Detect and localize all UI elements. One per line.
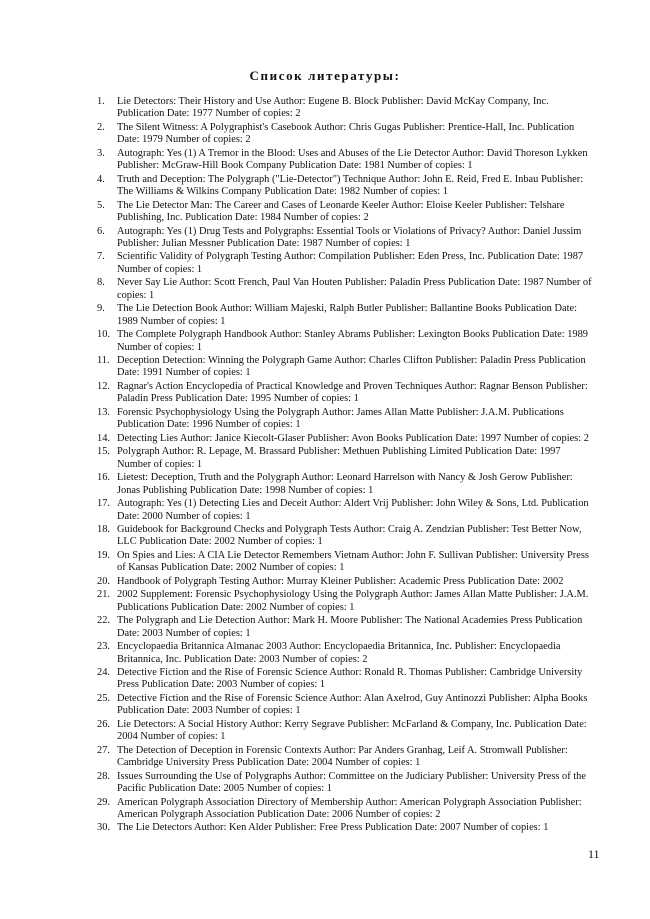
item-text: Lie Detectors: A Social History Author: Kerry Segrave Publisher: McFarland & Company, Inc. Publication Date: 2004 Number of copies: 1 [117,718,587,743]
item-text: The Lie Detectors Author: Ken Alder Publisher: Free Press Publication Date: 2007 Number of copies: 1 [117,822,549,834]
item-text: The Complete Polygraph Handbook Author: Stanley Abrams Publisher: Lexington Books Publication Date: 1989 Number of copies: 1 [117,329,588,353]
list-item [0,303,597,328]
item-text: Detective Fiction and the Rise of Forensic Science Author: Alan Axelrod, Guy Antinozzi Publisher: Alpha Books Publication Date: 2003 Number of copies: 1 [117,692,588,717]
item-text: Ragnar's Action Encyclopedia of Practical Knowledge and Proven Techniques Author: Ragnar Benson Publisher: Paladin Press Publication Date: 1995 Number of copies: 1 [117,380,588,405]
list-item [0,472,597,497]
list-item [0,329,597,354]
item-text: Issues Surrounding the Use of Polygraphs Author: Committee on the Judiciary Publisher: University Press of the Pacific Publication Date: 2005 Number of copies: 1 [117,770,586,795]
list-item [0,433,597,445]
list-item [0,589,597,614]
item-number: 27. [97,744,110,756]
item-number: 9. [97,303,105,315]
item-number: 16. [97,472,110,484]
item-text: The Polygraph and Lie Detection Author: Mark H. Moore Publisher: The National Academies Press Publication Date: 2003 Number of copies: 1 [117,615,583,639]
page-title: Список литературы: [249,68,401,83]
list-item [0,200,597,225]
list-item [0,226,597,251]
item-number: 26. [97,718,110,730]
item-number: 5. [97,199,105,211]
item-number: 22. [97,615,110,627]
item-text: Handbook of Polygraph Testing Author: Murray Kleiner Publisher: Academic Press Publication Date: 2002 [117,575,564,587]
item-text: Lie Detectors: Their History and Use Author: Eugene B. Block Publisher: David McKay Company, Inc. Publication Date: 1977 Number of copies: 2 [117,96,549,120]
item-text: Guidebook for Background Checks and Polygraph Tests Author: Craig A. Zendzian Publisher: Test Better Now, LLC Publication Date: 2002 Number of copies: 1 [117,524,582,548]
item-number: 2. [97,121,105,133]
list-item [0,96,597,121]
list-item [0,576,597,588]
item-number: 20. [97,575,110,587]
list-item [0,381,597,406]
list-item [0,693,597,718]
item-number: 15. [97,446,110,458]
item-text: American Polygraph Association Directory of Membership Author: American Polygraph Association Publisher: American Polygraph Association Publication Date: 2006 Number of copies: 2 [117,796,582,820]
item-number: 30. [97,822,110,834]
item-text: The Silent Witness: A Polygraphist's Casebook Author: Chris Gugas Publisher: Prentice-Hall, Inc. Publication Date: 1979 Number of copies: 2 [117,121,575,146]
item-number: 12. [97,380,110,392]
page-number: 11 [588,847,600,861]
item-number: 23. [97,641,110,653]
item-number: 25. [97,692,110,704]
list-item [0,277,597,302]
item-number: 8. [97,277,105,289]
item-number: 19. [97,549,110,561]
list-item [0,524,597,549]
list-item [0,641,597,666]
item-text: Autograph: Yes (1) Detecting Lies and Deceit Author: Aldert Vrij Publisher: John Wiley & Sons, Ltd. Publication Date: 2000 Number of copies: 1 [117,498,589,522]
list-item [0,822,597,834]
item-text: Never Say Lie Author: Scott French, Paul Van Houten Publisher: Paladin Press Publication Date: 1987 Number of copies: 1 [117,277,592,301]
item-number: 6. [97,225,105,237]
item-text: 2002 Supplement: Forensic Psychophysiology Using the Polygraph Author: James Allan Matte Publisher: J.A.M. Publications Publication Date: 2002 Number of copies: 1 [117,589,589,613]
list-item [0,667,597,692]
item-number: 28. [97,770,110,782]
item-number: 3. [97,147,105,159]
item-text: On Spies and Lies: A CIA Lie Detector Remembers Vietnam Author: John F. Sullivan Publisher: University Press of Kansas Publication Date: 2002 Number of copies: 1 [117,549,589,574]
list-item [0,550,597,575]
list-item [0,615,597,640]
list-item [0,407,597,432]
item-number: 17. [97,498,110,510]
item-text: Deception Detection: Winning the Polygraph Game Author: Charles Clifton Publisher: Paladin Press Publication Date: 1991 Number of copies: 1 [117,355,586,379]
reference-list [0,96,597,836]
list-item [0,446,597,471]
list-item [0,771,597,796]
item-text: Scientific Validity of Polygraph Testing Author: Compilation Publisher: Eden Press, Inc. Publication Date: 1987 Number of copies: 1 [117,251,584,275]
item-number: 7. [97,251,105,263]
item-text: Detective Fiction and the Rise of Forensic Science Author: Ronald R. Thomas Publisher: Cambridge University Press Publication Date: 2003 Number of copies: 1 [117,667,583,691]
list-item [0,251,597,276]
list-item [0,719,597,744]
item-text: The Detection of Deception in Forensic Contexts Author: Par Anders Granhag, Leif A. Stromwall Publisher: Cambridge University Press Publication Date: 2004 Number of copies: 1 [117,744,568,769]
list-item [0,797,597,822]
item-text: Truth and Deception: The Polygraph ("Lie-Detector") Technique Author: John E. Reid, Fred E. Inbau Publisher: The Williams & Wilkins Company Publication Date: 1982 Number of copies: 1 [117,173,584,198]
item-number: 1. [97,96,105,107]
list-item [0,745,597,770]
item-text: Encyclopaedia Britannica Almanac 2003 Author: Encyclopaedia Britannica, Inc. Publisher: Encyclopaedia Britannica, Inc. Publication Date: 2003 Number of copies: 2 [117,641,561,665]
list-item [0,174,597,199]
item-number: 14. [97,432,110,444]
item-text: Forensic Psychophysiology Using the Polygraph Author: James Allan Matte Publisher: J.A.M. Publications Publication Date: 1996 Number of copies: 1 [117,406,564,431]
item-text: The Lie Detector Man: The Career and Cases of Leonarde Keeler Author: Eloise Keeler Publisher: Telshare Publishing, Inc. Publication Date: 1984 Number of copies: 2 [117,199,565,224]
item-number: 29. [97,796,110,808]
item-number: 24. [97,667,110,679]
item-text: Autograph: Yes (1) A Tremor in the Blood: Uses and Abuses of the Lie Detector Author: David Thoreson Lykken Publisher: McGraw-Hill Book Company Publication Date: 1981 Number of copies: 1 [117,147,588,172]
item-text: Autograph: Yes (1) Drug Tests and Polygraphs: Essential Tools or Violations of Privacy? Author: Daniel Jussim Publisher: Julian Messner Publication Date: 1987 Number of copies: 1 [117,225,582,249]
list-item [0,148,597,173]
list-item [0,122,597,147]
item-number: 21. [97,589,110,601]
list-item [0,498,597,523]
item-text: Polygraph Author: R. Lepage, M. Brassard Publisher: Methuen Publishing Limited Publication Date: 1997 Number of copies: 1 [117,446,561,470]
list-item [0,355,597,380]
item-number: 4. [97,173,105,185]
item-text: Detecting Lies Author: Janice Kiecolt-Glaser Publisher: Avon Books Publication Date: 1997 Number of copies: 2 [117,432,589,444]
item-number: 10. [97,329,110,341]
item-text: The Lie Detection Book Author: William Majeski, Ralph Butler Publisher: Ballantine Books Publication Date: 1989 Number of copies: 1 [117,303,577,327]
item-number: 18. [97,524,110,535]
item-text: Lietest: Deception, Truth and the Polygraph Author: Leonard Harrelson with Nancy & Josh Gerow Publisher: Jonas Publishing Publication Date: 1998 Number of copies: 1 [117,472,573,496]
item-number: 13. [97,406,110,418]
item-number: 11. [97,355,110,367]
